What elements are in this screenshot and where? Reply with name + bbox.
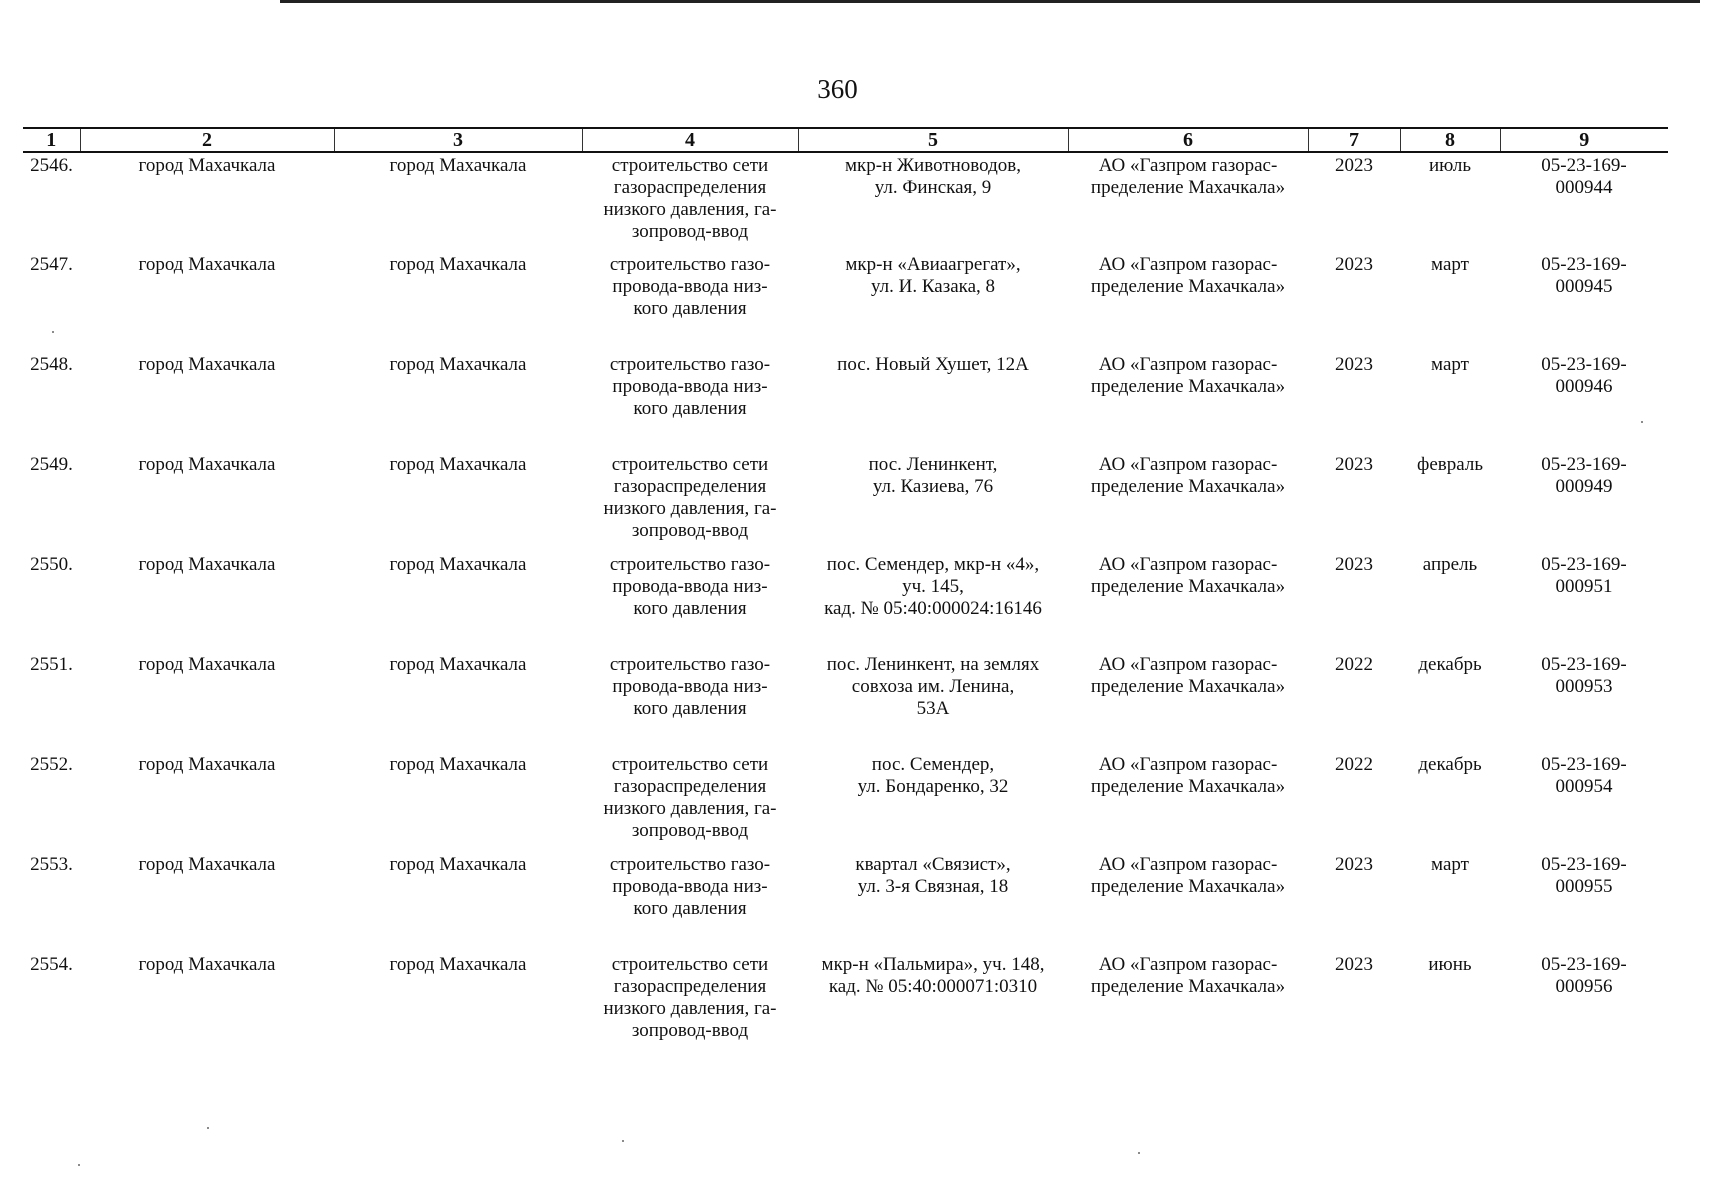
row-number-text: 2551. [30,654,73,675]
code-cell [1500,952,1668,1052]
municipality-cell [80,452,334,552]
month-cell-text: апрель [1422,554,1478,575]
settlement-cell-text: город Махачкала [389,454,527,475]
scan-speck [78,1164,80,1166]
year-cell-text: 2023 [1335,954,1373,975]
scan-speck [622,1140,624,1142]
organization-cell-text: АО «Газпром газорас- пределение Махачкала» [1090,155,1286,198]
address-cell [798,252,1068,352]
year-cell [1308,352,1400,452]
work-type-cell-text: строительство газо- провода-ввода низ- кого давления [609,254,771,319]
scan-speck [207,1127,209,1129]
address-cell-text: мкр-н «Авиаагрегат», ул. И. Казака, 8 [845,254,1021,297]
settlement-cell [334,952,582,1052]
table-row [23,552,1668,652]
month-cell [1400,552,1500,652]
settlement-cell [334,252,582,352]
table-row [23,252,1668,352]
row-number [23,652,80,752]
address-cell-text: мкр-н «Пальмира», уч. 148, кад. № 05:40:000071:0310 [821,954,1045,997]
row-number-text: 2548. [30,354,73,375]
address-cell [798,952,1068,1052]
header-row [23,128,1668,152]
settlement-cell-text: город Махачкала [389,854,527,875]
header-col-4: 4 [582,128,798,152]
row-number [23,452,80,552]
header-col-1: 1 [23,128,80,152]
work-type-cell [582,252,798,352]
settlement-cell [334,552,582,652]
row-number [23,852,80,952]
year-cell [1308,452,1400,552]
table-row [23,952,1668,1052]
year-cell-text: 2023 [1335,854,1373,875]
work-type-cell [582,452,798,552]
month-cell [1400,252,1500,352]
organization-cell-text: АО «Газпром газорас- пределение Махачкала» [1090,554,1286,597]
address-cell [798,352,1068,452]
settlement-cell [334,852,582,952]
code-cell [1500,352,1668,452]
code-cell-text: 05-23-169- 000949 [1541,454,1627,497]
work-type-cell [582,152,798,252]
header-col-3: 3 [334,128,582,152]
month-cell-text: февраль [1417,454,1483,475]
row-number [23,552,80,652]
table-row [23,452,1668,552]
work-type-cell-text: строительство сети газораспределения низкого давления, га- зопровод-ввод [603,155,777,242]
work-type-cell [582,752,798,852]
code-cell-text: 05-23-169- 000953 [1541,654,1627,697]
settlement-cell-text: город Махачкала [389,954,527,975]
address-cell [798,552,1068,652]
municipality-cell [80,952,334,1052]
municipality-cell [80,552,334,652]
month-cell-text: декабрь [1418,754,1482,775]
address-cell [798,452,1068,552]
row-number-text: 2549. [30,454,73,475]
code-cell-text: 05-23-169- 000946 [1541,354,1627,397]
month-cell [1400,352,1500,452]
organization-cell-text: АО «Газпром газорас- пределение Махачкала» [1090,354,1286,397]
page-number: 360 [817,74,858,104]
row-number-text: 2552. [30,754,73,775]
settlement-cell-text: город Махачкала [389,654,527,675]
month-cell-text: март [1431,354,1469,375]
address-cell [798,752,1068,852]
organization-cell [1068,352,1308,452]
code-cell-text: 05-23-169- 000945 [1541,254,1627,297]
month-cell [1400,952,1500,1052]
year-cell [1308,252,1400,352]
organization-cell-text: АО «Газпром газорас- пределение Махачкала» [1090,954,1286,997]
row-number-text: 2547. [30,254,73,275]
settlement-cell [334,152,582,252]
month-cell [1400,852,1500,952]
address-cell [798,652,1068,752]
year-cell-text: 2022 [1335,654,1373,675]
work-type-cell [582,952,798,1052]
month-cell-text: декабрь [1418,654,1482,675]
header-col-9: 9 [1500,128,1668,152]
work-type-cell [582,852,798,952]
header-col-6: 6 [1068,128,1308,152]
address-cell-text: пос. Ленинкент, на землях совхоза им. Ленина, 53А [826,654,1040,719]
scan-speck [1641,421,1643,423]
work-type-cell-text: строительство газо- провода-ввода низ- кого давления [609,354,771,419]
settlement-cell-text: город Махачкала [389,155,527,176]
address-cell-text: пос. Новый Хушет, 12А [837,354,1029,375]
month-cell [1400,652,1500,752]
settlement-cell [334,452,582,552]
code-cell [1500,652,1668,752]
year-cell-text: 2022 [1335,754,1373,775]
header-col-2: 2 [80,128,334,152]
organization-cell [1068,752,1308,852]
organization-cell-text: АО «Газпром газорас- пределение Махачкала» [1090,854,1286,897]
row-number-text: 2546. [30,155,73,176]
work-type-cell [582,552,798,652]
settlement-cell-text: город Махачкала [389,254,527,275]
table-row [23,852,1668,952]
table-row [23,752,1668,852]
address-cell-text: мкр-н Животноводов, ул. Финская, 9 [845,155,1021,198]
settlement-cell-text: город Махачкала [389,754,527,775]
code-cell-text: 05-23-169- 000954 [1541,754,1627,797]
year-cell [1308,652,1400,752]
organization-cell-text: АО «Газпром газорас- пределение Махачкала» [1090,754,1286,797]
month-cell [1400,452,1500,552]
work-type-cell-text: строительство сети газораспределения низкого давления, га- зопровод-ввод [603,954,777,1041]
header-col-5: 5 [798,128,1068,152]
year-cell [1308,552,1400,652]
row-number [23,352,80,452]
work-type-cell-text: строительство газо- провода-ввода низ- кого давления [609,854,771,919]
registry-table-container [23,127,1668,1052]
organization-cell-text: АО «Газпром газорас- пределение Махачкала» [1090,654,1286,697]
organization-cell [1068,152,1308,252]
municipality-cell [80,652,334,752]
code-cell [1500,552,1668,652]
settlement-cell-text: город Махачкала [389,354,527,375]
code-cell-text: 05-23-169- 000955 [1541,854,1627,897]
address-cell-text: квартал «Связист», ул. 3-я Связная, 18 [855,854,1011,897]
settlement-cell [334,752,582,852]
municipality-cell [80,352,334,452]
municipality-cell-text: город Махачкала [138,654,276,675]
municipality-cell [80,152,334,252]
address-cell [798,152,1068,252]
year-cell-text: 2023 [1335,254,1373,275]
year-cell-text: 2023 [1335,155,1373,176]
code-cell-text: 05-23-169- 000951 [1541,554,1627,597]
work-type-cell [582,652,798,752]
work-type-cell-text: строительство газо- провода-ввода низ- кого давления [609,654,771,719]
code-cell [1500,752,1668,852]
scan-speck [1138,1152,1140,1154]
table-row [23,652,1668,752]
code-cell [1500,252,1668,352]
work-type-cell [582,352,798,452]
work-type-cell-text: строительство сети газораспределения низкого давления, га- зопровод-ввод [603,754,777,841]
year-cell [1308,952,1400,1052]
code-cell [1500,452,1668,552]
organization-cell [1068,852,1308,952]
code-cell-text: 05-23-169- 000956 [1541,954,1627,997]
year-cell-text: 2023 [1335,354,1373,375]
header-col-8: 8 [1400,128,1500,152]
address-cell-text: пос. Семендер, ул. Бондаренко, 32 [857,754,1009,797]
row-number-text: 2550. [30,554,73,575]
table-row [23,152,1668,252]
organization-cell-text: АО «Газпром газорас- пределение Махачкала» [1090,454,1286,497]
code-cell-text: 05-23-169- 000944 [1541,155,1627,198]
row-number [23,952,80,1052]
month-cell-text: март [1431,854,1469,875]
year-cell [1308,152,1400,252]
municipality-cell [80,252,334,352]
row-number-text: 2554. [30,954,73,975]
municipality-cell [80,852,334,952]
organization-cell [1068,652,1308,752]
municipality-cell-text: город Махачкала [138,954,276,975]
municipality-cell-text: город Махачкала [138,554,276,575]
address-cell-text: пос. Семендер, мкр-н «4», уч. 145, кад. № 05:40:000024:16146 [824,554,1042,619]
organization-cell [1068,452,1308,552]
registry-table [23,127,1668,1052]
settlement-cell [334,652,582,752]
month-cell-text: июнь [1428,954,1472,975]
row-number [23,252,80,352]
row-number-text: 2553. [30,854,73,875]
settlement-cell-text: город Махачкала [389,554,527,575]
table-body [23,152,1668,1052]
row-number [23,152,80,252]
code-cell [1500,152,1668,252]
organization-cell-text: АО «Газпром газорас- пределение Махачкала» [1090,254,1286,297]
month-cell [1400,752,1500,852]
top-border-line [280,0,1700,3]
header-col-7: 7 [1308,128,1400,152]
code-cell [1500,852,1668,952]
municipality-cell-text: город Махачкала [138,155,276,176]
month-cell [1400,152,1500,252]
municipality-cell-text: город Махачкала [138,354,276,375]
address-cell [798,852,1068,952]
address-cell-text: пос. Ленинкент, ул. Казиева, 76 [868,454,998,497]
month-cell-text: июль [1428,155,1472,176]
scan-speck [52,331,54,333]
year-cell-text: 2023 [1335,454,1373,475]
municipality-cell-text: город Махачкала [138,854,276,875]
table-header [23,128,1668,152]
municipality-cell [80,752,334,852]
row-number [23,752,80,852]
municipality-cell-text: город Махачкала [138,754,276,775]
municipality-cell-text: город Махачкала [138,254,276,275]
year-cell [1308,852,1400,952]
table-row [23,352,1668,452]
municipality-cell-text: город Махачкала [138,454,276,475]
year-cell-text: 2023 [1335,554,1373,575]
month-cell-text: март [1431,254,1469,275]
year-cell [1308,752,1400,852]
organization-cell [1068,252,1308,352]
settlement-cell [334,352,582,452]
organization-cell [1068,552,1308,652]
organization-cell [1068,952,1308,1052]
work-type-cell-text: строительство газо- провода-ввода низ- кого давления [609,554,771,619]
work-type-cell-text: строительство сети газораспределения низкого давления, га- зопровод-ввод [603,454,777,541]
